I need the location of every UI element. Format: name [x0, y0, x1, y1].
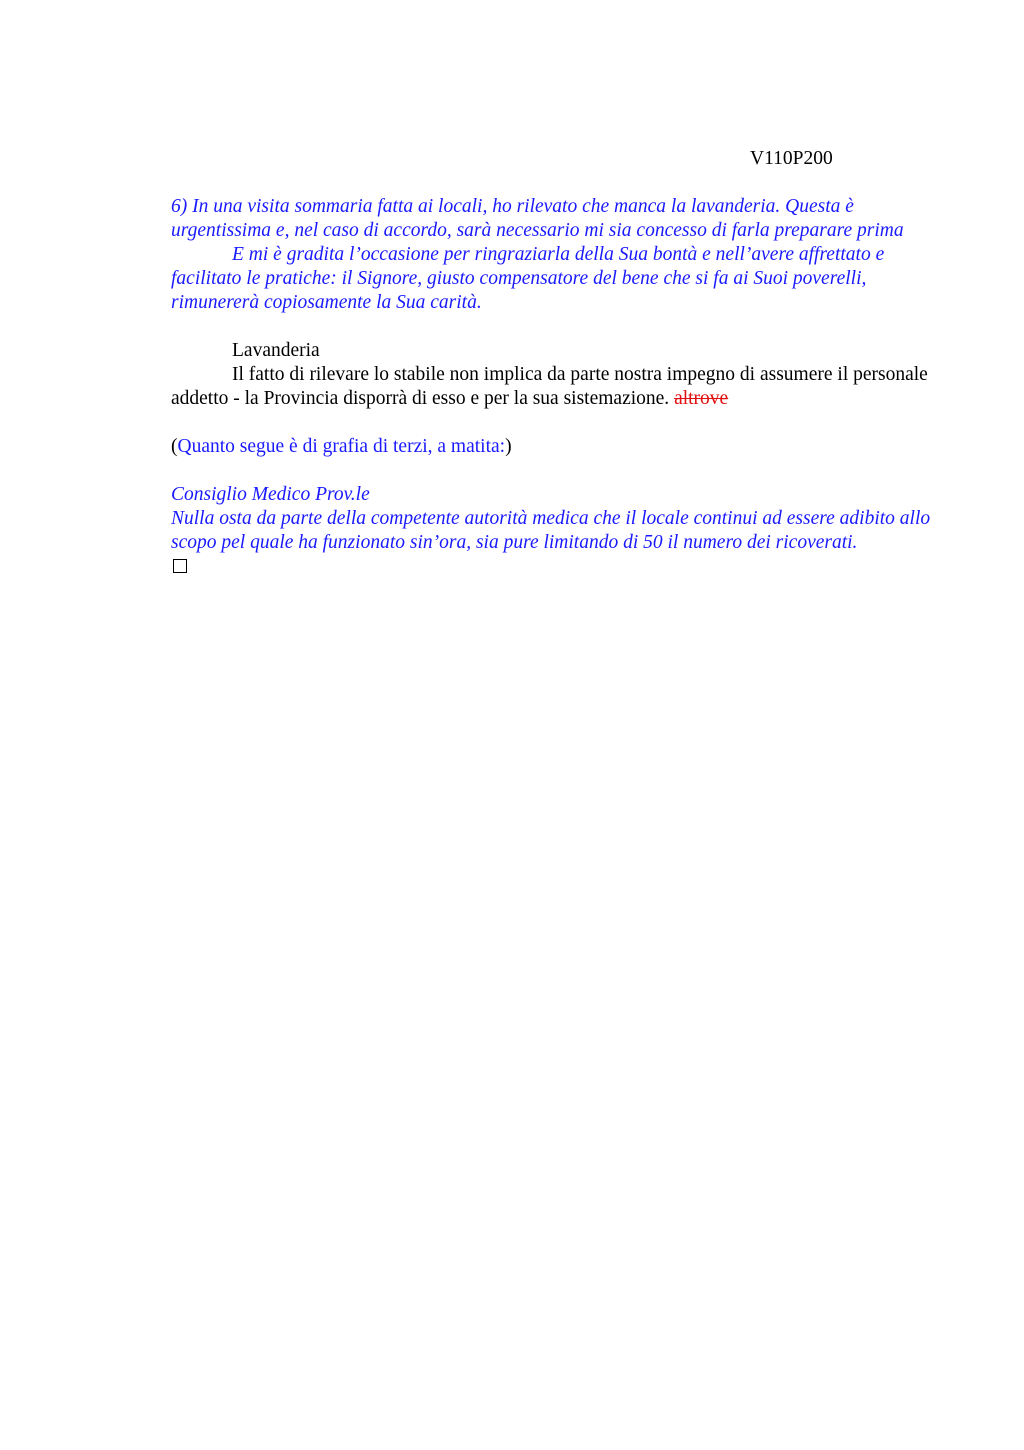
annotation-text: Nulla osta da parte della competente autorità medica che il locale continui ad essere adibito allo scopo pel quale ha funzionato sin’ora, sia pure limitando di 50 il numero dei ricoverati. — [171, 508, 931, 553]
letter-point-6: 6) In una visita sommaria fatta ai locali, ho rilevato che manca la lavanderia. Questa è urgentissima e, nel caso di accordo, sarà necessario mi sia concesso di farla preparare prima — [171, 196, 904, 241]
note-text: Il fatto di rilevare lo stabile non implica da parte nostra impegno di assumere il personale addetto - la Provincia disporrà di esso e per la sua sistemazione. — [171, 364, 928, 409]
document-body — [171, 195, 931, 573]
spacer — [171, 411, 931, 435]
struck-word: altrove — [674, 388, 729, 409]
checkbox-square-icon — [173, 559, 187, 573]
letter-closing: E mi è gradita l’occasione per ringraziarla della Sua bontà e nell’avere affrettato e facilitato le pratiche: il Signore, giusto compensatore del bene che si fa ai Suoi poverelli, rimunererà copiosamente la Sua carità. — [171, 244, 885, 313]
editorial-open-paren: ( — [171, 436, 178, 457]
note-heading: Lavanderia — [232, 340, 320, 361]
annotation-heading: Consiglio Medico Prov.le — [171, 484, 370, 505]
page-reference: V110P200 — [750, 148, 833, 169]
note-paragraph — [171, 363, 931, 411]
editorial-close-paren: ) — [505, 436, 512, 457]
spacer — [171, 459, 931, 483]
editorial-note — [171, 435, 931, 459]
editorial-text: Quanto segue è di grafia di terzi, a matita: — [177, 436, 506, 457]
spacer — [171, 315, 931, 339]
